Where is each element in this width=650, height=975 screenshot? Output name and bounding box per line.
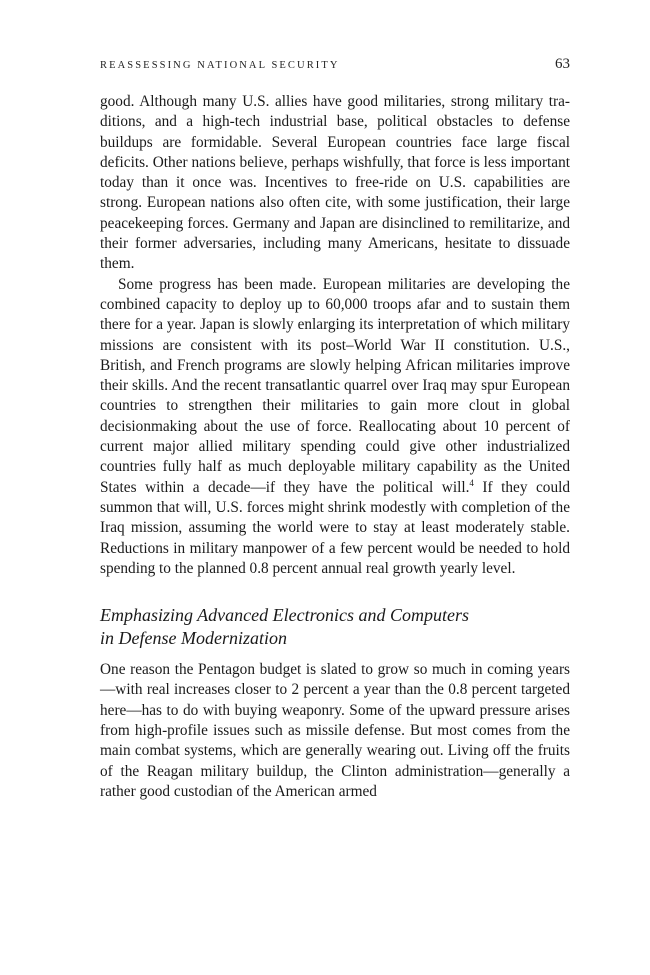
footnote-marker: 4 — [469, 477, 474, 488]
paragraph-modernization: One reason the Pentagon budget is slated to grow so much in coming years—with real increases closer to 2 percent a year than the 0.8 percent targeted here—has to do with buying weaponry. Some of the upward pressure arises from high-profile issues such as missile defense. But most comes from the main combat systems, which are generally wearing out. Living off the fruits of the Reagan military buildup, the Clinton administration—generally a rather good custodian of the American armed — [100, 661, 570, 800]
paragraph-continued: good. Although many U.S. allies have good militaries, strong military traditions, and a high-tech industrial base, political obstacles to defense buildups are formidable. Several European countries face large fiscal deficits. Other nations believe, perhaps wishfully, that force is less important today than it once was. Incentives to free-ride on U.S. capabilities are strong. European nations also often cite, with some justification, their large peacekeeping forces. Germany and Japan are disinclined to remilitarize, and their former adversaries, including many Americans, hesitate to dissuade them. — [100, 93, 570, 273]
section-heading — [100, 604, 570, 649]
paragraph-progress-text-a: Some progress has been made. European militaries are developing the combined capacity to deploy up to 60,000 troops afar and to sustain them there for a year. Japan is slowly enlarging its interpretation of which military missions are consistent with its post–World War II constitution. U.S., British, and French programs are slowly helping African militaries improve their skills. And the recent transatlantic quarrel over Iraq may spur European countries to strengthen their militaries to gain more clout in global decisionmaking about the use of force. Reallocating about 10 percent of current major allied military spending could give other industrialized countries fully half as much deployable military capability as the United States within a decade—if they have the political will. — [100, 275, 570, 496]
section-heading-line-2: in Defense Modernization — [100, 627, 287, 648]
body-text — [100, 92, 570, 802]
page-number: 63 — [555, 56, 570, 72]
book-page — [100, 56, 570, 802]
running-head — [100, 56, 570, 78]
paragraph-progress — [100, 275, 570, 579]
running-title: REASSESSING NATIONAL SECURITY — [100, 60, 340, 71]
paragraph-progress-text-b: If they could summon that will, U.S. forces might shrink modestly with completion of the Iraq mission, assuming the world were to stay at least moderately stable. Reductions in military manpower of a few percent would be needed to hold spending to the planned 0.8 percent annual real growth yearly level. — [100, 478, 571, 577]
section-heading-line-1: Emphasizing Advanced Electronics and Computers — [100, 605, 469, 626]
